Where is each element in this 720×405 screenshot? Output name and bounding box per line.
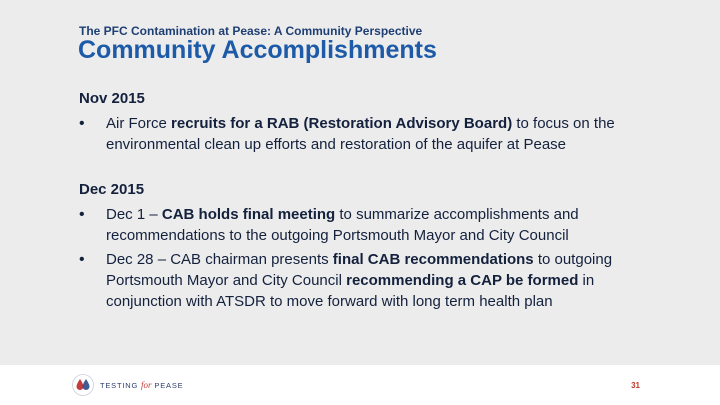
bullet-list-nov-2015 [79, 113, 659, 155]
bullet-text [106, 251, 612, 310]
bullet-run: to outgoing Portsmouth Mayor and City Council [106, 251, 613, 289]
bullet-run: Dec 1 – [106, 206, 162, 223]
presentation-subtitle: The PFC Contamination at Pease: A Community Perspective [79, 24, 423, 38]
bullet-run: to focus on the environmental clean up efforts and restoration of the aquifer at Pease [106, 115, 615, 153]
bullet-list-dec-2015 [79, 204, 659, 312]
bullet-text [106, 206, 579, 244]
bullet-icon: • [79, 206, 85, 223]
bullet-text [106, 115, 615, 153]
section-date-dec-2015: Dec 2015 [79, 181, 145, 198]
bullet-run: Air Force [106, 115, 172, 132]
footer [0, 365, 720, 405]
section-date-nov-2015: Nov 2015 [79, 90, 145, 107]
bullet-item [79, 113, 659, 155]
bullet-item [79, 249, 659, 312]
testing-for-pease-logo [72, 374, 183, 396]
slide-content [79, 88, 659, 315]
bullet-item [79, 204, 659, 246]
water-drops-icon [72, 374, 94, 396]
logo-wordmark: TESTING for PEASE [100, 380, 184, 390]
bullet-run: to summarize accomplishments and recommendations to the outgoing Portsmouth Mayor and City Council [106, 206, 579, 244]
slide-title: Community Accomplishments [78, 36, 437, 64]
bullet-bold-run: recruits for a RAB (Restoration Advisory Board) [171, 115, 513, 132]
bullet-icon: • [79, 115, 85, 132]
bullet-bold-run: final CAB recommendations [332, 251, 534, 268]
bullet-run: in conjunction with ATSDR to move forward with long term health plan [106, 272, 595, 310]
bullet-run: Dec 28 – CAB chairman presents [106, 251, 333, 268]
bullet-bold-run: CAB holds final meeting [161, 206, 336, 223]
bullet-bold-run: recommending a CAP be formed [346, 272, 579, 289]
page-number: 31 [631, 381, 640, 390]
bullet-icon: • [79, 251, 85, 268]
